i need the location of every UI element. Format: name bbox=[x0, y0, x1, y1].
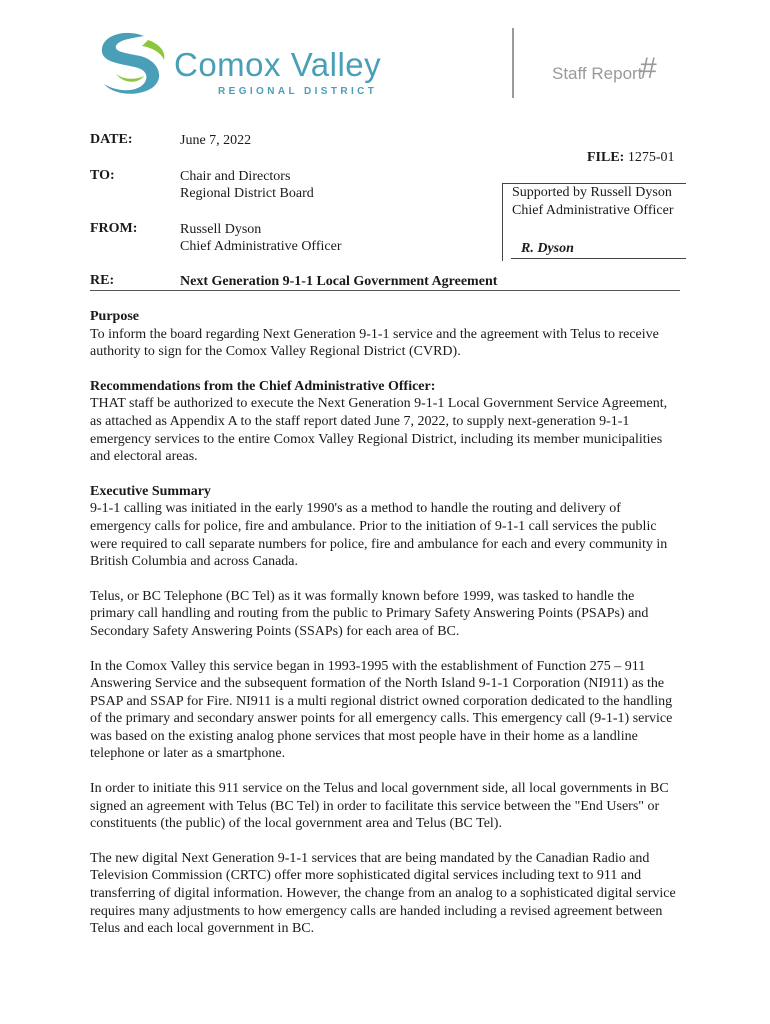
re-rule bbox=[90, 290, 680, 291]
file-value: 1275-01 bbox=[627, 150, 675, 165]
date-label: DATE: bbox=[90, 132, 133, 147]
recommendation-section bbox=[90, 378, 680, 466]
support-line-1: Supported by Russell Dyson bbox=[512, 185, 672, 200]
to-label: TO: bbox=[90, 168, 115, 183]
date-value: June 7, 2022 bbox=[180, 133, 252, 148]
re-label: RE: bbox=[90, 273, 115, 288]
signature: R. Dyson bbox=[521, 241, 574, 256]
purpose-section bbox=[90, 308, 680, 361]
recommendation-text: THAT staff be authorized to execute the Next Generation 9-1-1 Local Government Service Agreement, as attached as Appendix A to the staff report dated June 7, 2022, to supply next-generation 9-1-1 emergency services to the entire Comox Valley Regional District, including its member municipalities and electoral areas. bbox=[90, 396, 668, 465]
exec-paragraph-3: In the Comox Valley this service began in 1993-1995 with the establishment of Function 275 – 911 Answering Service and the subsequent formation of the North Island 9-1-1 Corporation (NI911) as the PSAP and SSAP for Fire. NI911 is a multi regional district owned corporation dedicated to the handling of the primary and secondary answer points for all emergency calls. This emergency call (9-1-1) service was based on the existing analog phone services that most people have in their home as a landline telephone or later as a smartphone. bbox=[90, 658, 673, 762]
exec-paragraph-2: Telus, or BC Telephone (BC Tel) as it was formally known before 1999, was tasked to handle the primary call handling and routing from the public to Primary Safety Answering Points (PSAPs) and Secondary Safety Answering Points (SSAPs) for each area of BC. bbox=[90, 588, 649, 639]
cvrd-swoosh-icon bbox=[96, 30, 170, 96]
re-subject: Next Generation 9-1-1 Local Government Agreement bbox=[180, 274, 498, 289]
from-line-1: Russell Dyson bbox=[180, 222, 262, 237]
logo-name: Comox Valley bbox=[174, 46, 382, 83]
exec-paragraph-1: 9-1-1 calling was initiated in the early 1990's as a method to handle the routing and delivery of emergency calls for police, fire and ambulance. Prior to the initiation of 9-1-1 call services the public were required to call separate numbers for police, fire and ambulance for each and every community in British Columbia and across Canada. bbox=[90, 501, 668, 570]
report-number-hash: # bbox=[640, 52, 657, 85]
from-label: FROM: bbox=[90, 221, 138, 236]
purpose-heading: Purpose bbox=[90, 309, 139, 324]
to-value bbox=[180, 168, 314, 202]
from-line-2: Chief Administrative Officer bbox=[180, 239, 342, 254]
report-body bbox=[90, 308, 680, 955]
file-label: FILE: bbox=[587, 150, 625, 165]
cao-support-box bbox=[502, 183, 686, 261]
to-line-2: Regional District Board bbox=[180, 186, 314, 201]
from-value bbox=[180, 221, 341, 255]
logo-subtitle: REGIONAL DISTRICT bbox=[218, 86, 378, 97]
file-number bbox=[587, 150, 675, 166]
to-line-1: Chair and Directors bbox=[180, 169, 291, 184]
header-divider bbox=[512, 28, 514, 98]
executive-summary-heading: Executive Summary bbox=[90, 483, 211, 499]
exec-paragraph-4: In order to initiate this 911 service on the Telus and local government side, all local governments in BC signed an agreement with Telus (BC Tel) in order to facilitate this service between the "End Users" or constituents (the public) of the local government area and Telus (BC Tel). bbox=[90, 781, 669, 832]
executive-summary-section bbox=[90, 483, 680, 938]
doc-type-label: Staff Report bbox=[552, 64, 643, 83]
support-line-2: Chief Administrative Officer bbox=[512, 203, 674, 218]
exec-paragraph-5: The new digital Next Generation 9-1-1 services that are being mandated by the Canadian Radio and Television Commission (CRTC) offer more sophisticated digital services including text to 911 and transferring of digital information. However, the change from an analog to a sophisticated digital service requires many adjustments to how emergency calls are handed including a revised agreement between Telus and each local government in BC. bbox=[90, 850, 676, 937]
recommendation-heading: Recommendations from the Chief Administrative Officer: bbox=[90, 378, 436, 394]
signature-line bbox=[511, 258, 686, 259]
purpose-text: To inform the board regarding Next Generation 9-1-1 service and the agreement with Telus to receive authority to sign for the Comox Valley Regional District (CVRD). bbox=[90, 326, 659, 360]
cvrd-logo bbox=[96, 30, 396, 100]
